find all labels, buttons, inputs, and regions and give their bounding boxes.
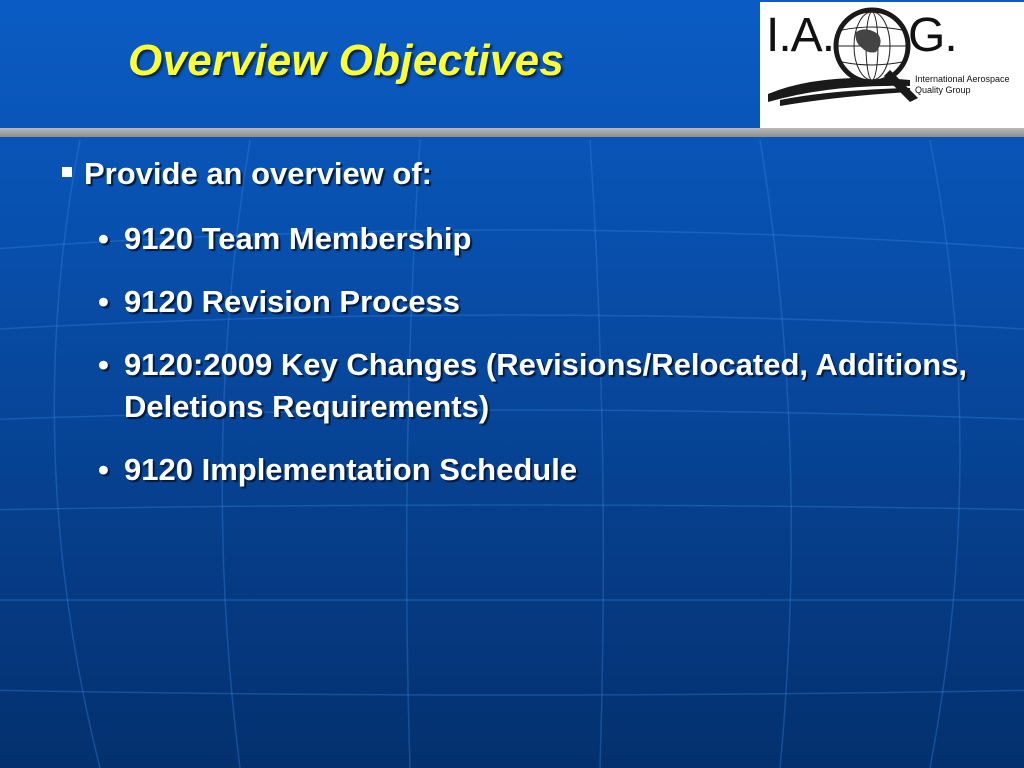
square-bullet-icon — [62, 167, 72, 177]
list-item — [98, 281, 978, 323]
list-item-text: 9120 Team Membership — [124, 221, 472, 256]
logo-letters: I.A. G. — [766, 9, 957, 62]
list-item-text: 9120 Revision Process — [124, 284, 461, 319]
logo-line2: Quality Group — [915, 85, 971, 95]
header-divider — [0, 128, 1024, 137]
bullet-dot-icon: • — [98, 221, 109, 256]
bullet-dot-icon: • — [98, 347, 109, 382]
slide-header — [0, 0, 1024, 128]
bullet-dot-icon: • — [98, 452, 109, 487]
slide-title: Overview Objectives — [128, 36, 565, 85]
list-item-text: 9120 Implementation Schedule — [124, 452, 578, 487]
intro-bullet — [62, 156, 432, 192]
list-item — [98, 449, 978, 491]
iaqg-logo — [760, 2, 1024, 128]
objectives-list — [98, 218, 978, 512]
list-item — [98, 344, 978, 428]
intro-text: Provide an overview of: — [84, 156, 432, 191]
logo-line1: International Aerospace — [915, 74, 1010, 84]
list-item — [98, 218, 978, 260]
list-item-text: 9120:2009 Key Changes (Revisions/Relocated, Additions, Deletions Requirements) — [124, 347, 968, 424]
logo-subtitle — [915, 74, 1010, 96]
bullet-dot-icon: • — [98, 284, 109, 319]
